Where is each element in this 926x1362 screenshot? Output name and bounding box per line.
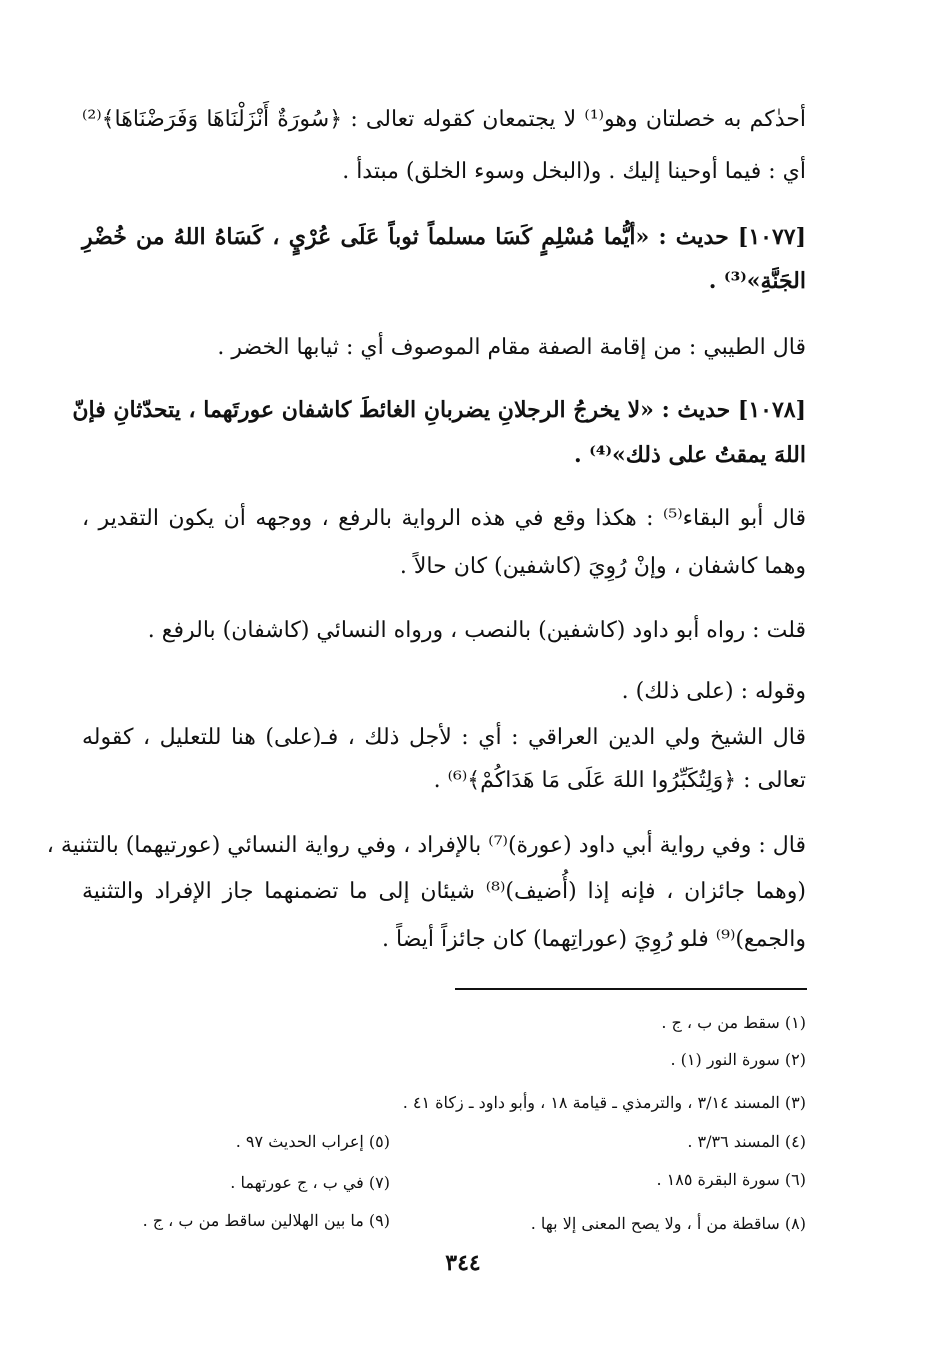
text-line: قال أبو البقاء⁽⁵⁾ : هكذا وقع في هذه الرواية بالرفع ، ووجهه أن يكون التقدير ، xyxy=(82,506,806,531)
footnote: (٩) ما بين الهلالين ساقط من ب ، ج . xyxy=(142,1211,390,1230)
page-number: ٣٤٤ xyxy=(445,1250,481,1276)
text-line: قلت : رواه أبو داود (كاشفين) بالنصب ، ورواه النسائي (كاشفان) بالرفع . xyxy=(147,618,806,643)
footnote: (٨) ساقطة من أ ، ولا يصح المعنى إلا بها . xyxy=(530,1214,806,1233)
text-line: أي : فيما أوحينا إليك . و(البخل وسوء الخلق) مبتدأ . xyxy=(342,159,806,184)
footnote: (٧) في ب ، ج عورتهما . xyxy=(230,1173,390,1192)
footnote: (٣) المسند ٣/١٤ ، والترمذي ـ قيامة ١٨ ، وأبو داود ـ زكاة ٤١ . xyxy=(402,1093,806,1112)
text-line: تعالى : ﴿وَلِتُكَبِّرُوا اللهَ عَلَى مَا هَدَاكُمْ﴾⁽⁶⁾ . xyxy=(433,768,806,793)
text-line: قال : وفي رواية أبي داود (عورة)⁽⁷⁾ بالإفراد ، وفي رواية النسائي (عورتيهما) بالتثنية ، xyxy=(46,833,806,858)
hadith-1078-line: [١٠٧٨] حديث : «لا يخرجُ الرجلانِ يضربانِ الغائطَ كاشفان عورتَهما ، يتحدّثانِ فإنّ xyxy=(72,397,806,423)
text-line: أحدٰكم به خصلتان وهو⁽¹⁾ لا يجتمعان كقوله تعالى : ﴿سُورَةٌ أَنْزَلْنَاهَا وَفَرَضْنَاهَا﴾⁽²⁾ xyxy=(82,107,807,132)
hadith-1077-line: [١٠٧٧] حديث : «أيُّما مُسْلِمٍ كَسَا مسلماً ثوباً عَلَى عُرْيٍ ، كَسَاهُ اللهُ من خُضْرِ xyxy=(82,224,806,250)
text-line: قال الشيخ ولي الدين العراقي : أي : لأجل ذلك ، فـ(على) هنا للتعليل ، كقوله xyxy=(82,725,807,750)
hadith-1077-line: الجَنَّةِ»⁽³⁾ . xyxy=(708,268,806,294)
footnote: (٥) إعراب الحديث ٩٧ . xyxy=(235,1132,390,1151)
text-line: وهما كاشفان ، وإنْ رُوِيَ (كاشفين) كان حالاً . xyxy=(399,554,806,579)
hadith-1078-line: اللهَ يمقتُ على ذلك»⁽⁴⁾ . xyxy=(573,442,806,468)
footnote: (١) سقط من ب ، ج . xyxy=(661,1013,806,1032)
text-line: وقوله : (على ذلك) . xyxy=(621,679,806,704)
text-line: والجمع)⁽⁹⁾ فلو رُوِيَ (عوراتِهما) كان جائزاً أيضاً . xyxy=(382,927,806,952)
footnote: (٦) سورة البقرة ١٨٥ . xyxy=(656,1170,806,1189)
text-line: قال الطيبي : من إقامة الصفة مقام الموصوف أي : ثيابها الخضر . xyxy=(217,335,806,360)
footnote-separator xyxy=(455,988,807,990)
footnote: (٤) المسند ٣/٣٦ . xyxy=(687,1132,806,1151)
footnote: (٢) سورة النور (١) . xyxy=(670,1050,806,1069)
text-line: (وهما جائزان ، فإنه إذا (أُضيف)⁽⁸⁾ شيئان إلى ما تضمنهما جاز الإفراد والتثنية xyxy=(82,879,806,904)
